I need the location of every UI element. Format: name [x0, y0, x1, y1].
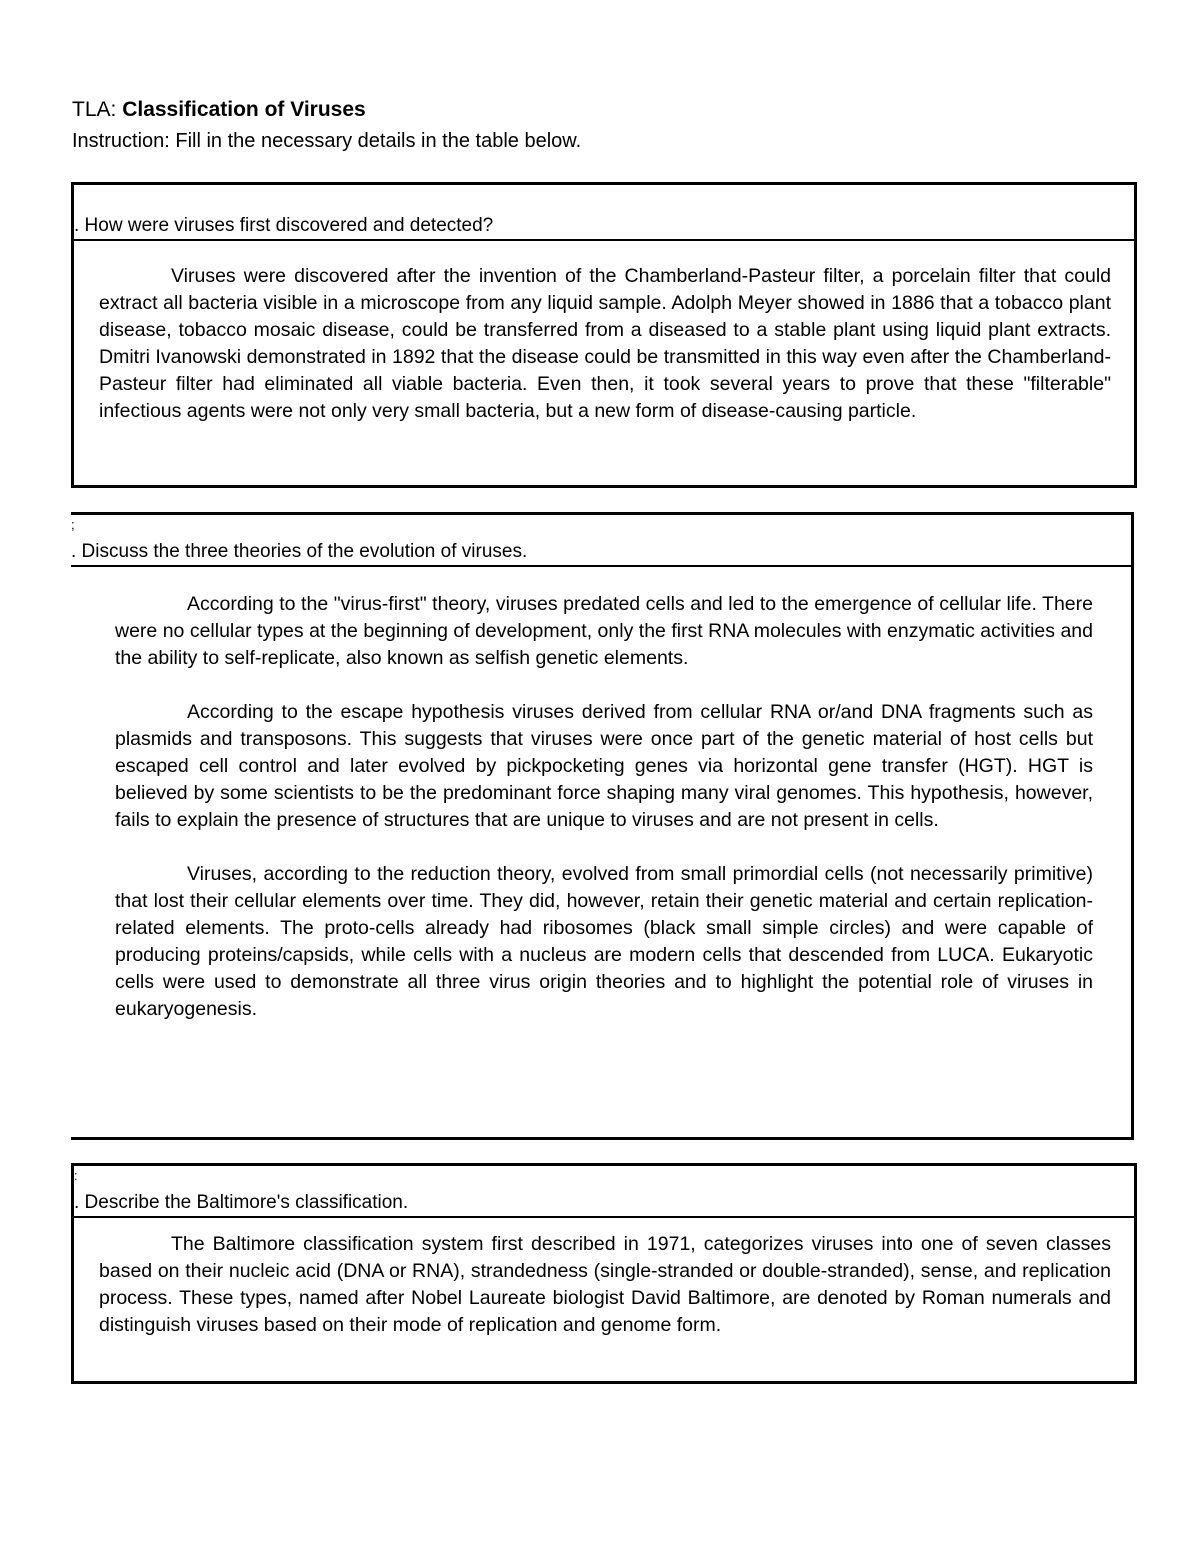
instruction-text: Instruction: Fill in the necessary details in the table below. — [72, 130, 582, 152]
answer-paragraph: Viruses, according to the reduction theory, evolved from small primordial cells (not necessarily primitive) that lost their cellular elements over time. They did, however, retain their genetic material and certain replication-related elements. The proto-cells already had ribosomes (black small simple circles) and were capable of producing proteins/capsids, while cells with a nucleus are modern cells that descended from LUCA. Eukaryotic cells were used to demonstrate all three virus origin theories and to highlight the potential role of viruses in eukaryogenesis. — [115, 863, 1093, 1020]
question-box-2 — [71, 512, 1134, 1140]
answer-paragraph: According to the "virus-first" theory, viruses predated cells and led to the emergence of cellular life. There were no cellular types at the beginning of development, only the first RNA molecules with enzymatic activities and the ability to self-replicate, also known as selfish genetic elements. — [115, 593, 1093, 669]
answer-3[interactable] — [99, 1231, 1111, 1339]
question-2: . Discuss the three theories of the evolution of viruses. — [71, 541, 528, 562]
answer-2[interactable] — [115, 591, 1093, 1023]
question-row-3 — [74, 1192, 1134, 1218]
question-row-1 — [74, 215, 1134, 241]
question-box-3 — [71, 1163, 1137, 1384]
answer-paragraph: According to the escape hypothesis viruses derived from cellular RNA or/and DNA fragments such as plasmids and transposons. This suggests that viruses were once part of the genetic material of host cells but escaped cell control and later evolved by pickpocketing genes via horizontal gene transfer (HGT). HGT is believed by some scientists to be the predominant force shaping many viral genomes. This hypothesis, however, fails to explain the presence of structures that are unique to viruses and are not present in cells. — [115, 701, 1093, 831]
section-mark-2: ; — [71, 517, 75, 532]
title-text: Classification of Viruses — [122, 98, 366, 121]
question-row-2 — [71, 541, 1131, 567]
question-1: . How were viruses first discovered and detected? — [74, 215, 494, 236]
title-prefix: TLA: — [72, 98, 123, 121]
question-3: . Describe the Baltimore's classification. — [74, 1192, 409, 1213]
page-title — [72, 98, 366, 122]
answer-paragraph: The Baltimore classification system first described in 1971, categorizes viruses into one of seven classes based on their nucleic acid (DNA or RNA), strandedness (single-stranded or double-stranded), sense, and replication process. These types, named after Nobel Laureate biologist David Baltimore, are denoted by Roman numerals and distinguish viruses based on their mode of replication and genome form. — [99, 1233, 1111, 1336]
answer-1[interactable] — [99, 263, 1111, 425]
answer-paragraph: Viruses were discovered after the invention of the Chamberland-Pasteur filter, a porcelain filter that could extract all bacteria visible in a microscope from any liquid sample. Adolph Meyer showed in 1886 that a tobacco plant disease, tobacco mosaic disease, could be transferred from a diseased to a stable plant using liquid plant extracts. Dmitri Ivanowski demonstrated in 1892 that the disease could be transmitted in this way even after the Chamberland-Pasteur filter had eliminated all viable bacteria. Even then, it took several years to prove that these "filterable" infectious agents were not only very small bacteria, but a new form of disease-causing particle. — [99, 265, 1111, 422]
section-mark-3: : — [74, 1168, 78, 1183]
question-box-1 — [71, 182, 1137, 488]
